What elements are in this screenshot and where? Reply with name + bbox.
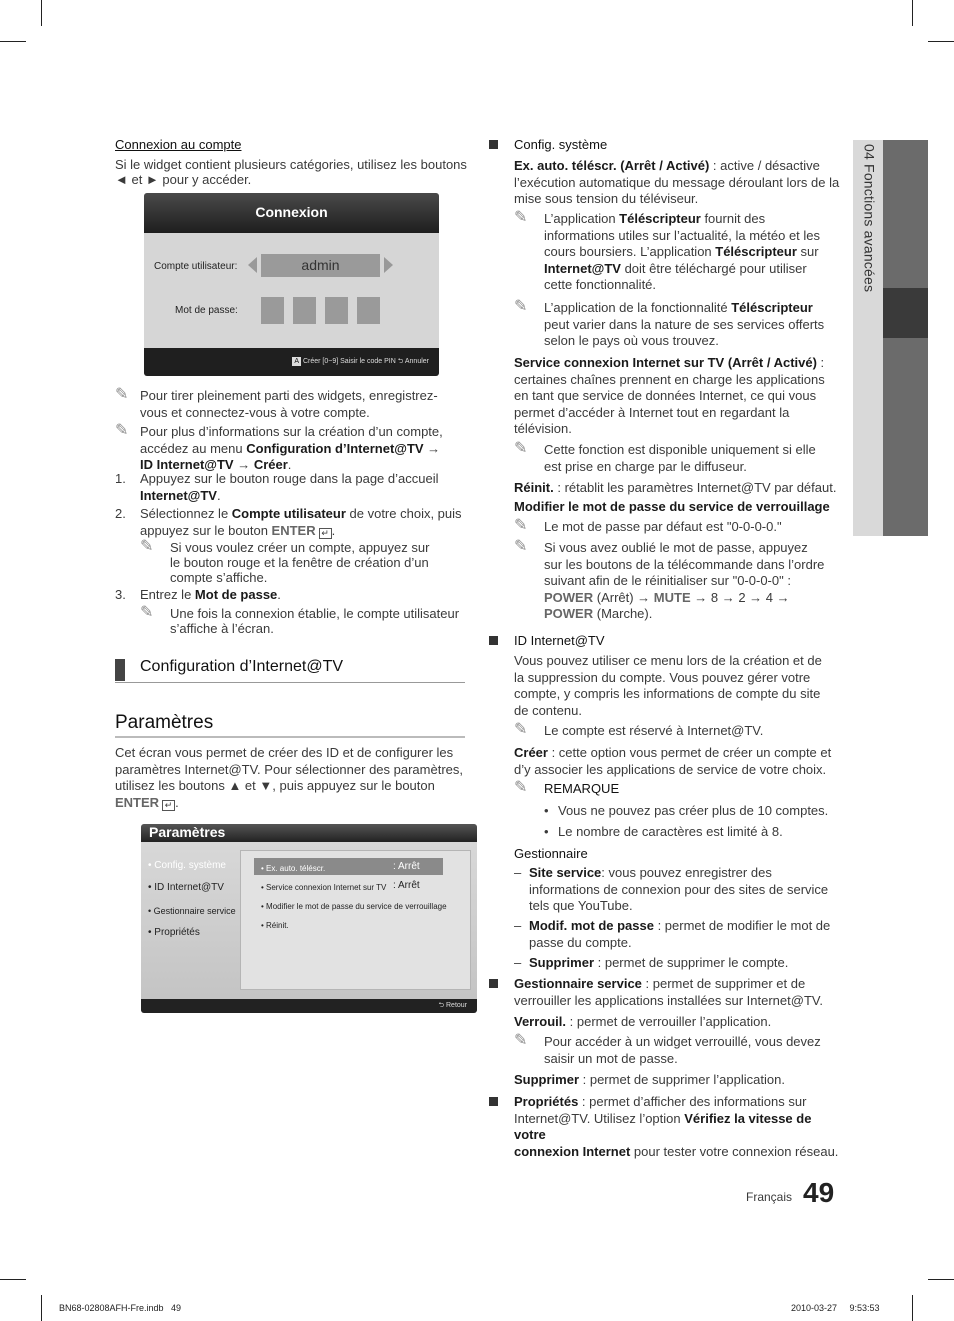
settings-menu-item[interactable]: • Propriétés (148, 927, 200, 938)
dash-item: – Modif. mot de passe : permet de modifier le mot de passe du compte. (514, 918, 831, 950)
pin-digit-box[interactable] (357, 297, 380, 324)
verrouil-desc: Verrouil. : permet de verrouiller l’application. (514, 1014, 772, 1029)
crop-mark (41, 1295, 42, 1321)
crop-mark (912, 1295, 913, 1321)
bullet-item: • Le nombre de caractères est limité à 8. (544, 824, 783, 839)
connexion-desc: Si le widget contient plusieurs catégories, utilisez les boutons (115, 157, 467, 172)
pencil-icon: ✎ (514, 1032, 528, 1049)
pencil-icon: ✎ (514, 721, 528, 738)
crop-mark (0, 1279, 26, 1280)
pencil-icon: ✎ (514, 779, 528, 796)
pencil-icon: ✎ (140, 604, 154, 621)
note: ✎ Pour plus d’informations sur la création d’un compte, accédez au menu Configuration d’Internet@TV → ID Internet@TV → Créer. (115, 422, 443, 472)
note: ✎ Le compte est réservé à Internet@TV. (514, 721, 764, 738)
settings-item[interactable]: • Réinit. (261, 921, 289, 930)
crop-mark (41, 0, 42, 26)
pencil-icon: ✎ (514, 209, 528, 226)
pencil-icon: ✎ (140, 538, 154, 555)
ex-auto-desc: Ex. auto. téléscr. (Arrêt / Activé) : active / désactive l’exécution automatique du message déroulant lors de la mise sous tension du téléviseur. (514, 158, 840, 206)
user-select[interactable]: admin (261, 254, 380, 277)
chapter-label: 04 Fonctions avancées (861, 144, 878, 293)
enter-icon: ↵ (319, 528, 332, 539)
user-label: Compte utilisateur: (154, 261, 238, 272)
pencil-icon: ✎ (115, 422, 129, 439)
settings-panel-footer[interactable]: ⮌ Retour (141, 999, 477, 1013)
id-desc: Vous pouvez utiliser ce menu lors de la création et de la suppression du compte. Vous pouvez gérer votre compte, y compris les informations de compte du site de contenu. (514, 653, 822, 718)
note: ✎ Pour accéder à un widget verrouillé, vous devez saisir un mot de passe. (514, 1032, 821, 1066)
note: ✎ REMARQUE (514, 779, 620, 796)
section-id-internet: ID Internet@TV (489, 633, 839, 651)
step-2: 2. Sélectionnez le Compte utilisateur de votre choix, puis appuyez sur le bouton ENTER ↵ . (115, 506, 462, 538)
creer-desc: Créer : cette option vous permet de créer un compte et d’y associer les applications de service de votre choix. (514, 745, 832, 777)
param-description: Cet écran vous permet de créer des ID et de configurer les paramètres Internet@TV. Pour sélectionner des paramètres, utilisez les boutons ▲ et ▼, puis appuyez sur le bouton ENTER ↵ . (115, 745, 463, 810)
service-connexion-desc: Service connexion Internet sur TV (Arrêt / Activé) : certaines chaînes prennent en charge les applications en tant que service de données Internet, ce qui vous permet d’accéder à Internet tout en regardant la télévision. (514, 355, 825, 436)
note: ✎ L’application Téléscripteur fournit des informations utiles sur l’actualité, la météo et les cours boursiers. L’application Téléscripteur sur Internet@TV doit être téléchargé pour utiliser cette fonctionnalité. (514, 209, 821, 292)
note: ✎ Le mot de passe par défaut est "0-0-0-0." (514, 517, 782, 534)
settings-item-value: : Arrêt (393, 880, 420, 891)
login-panel-title: Connexion (144, 193, 439, 233)
settings-menu-item[interactable]: • ID Internet@TV (148, 882, 224, 893)
note: ✎ L’application de la fonctionnalité Téléscripteur peut varier dans la nature de ses services offerts selon le pays où vous trouvez. (514, 298, 825, 348)
section-gestionnaire-service: Gestionnaire service : permet de supprimer et de verrouiller les applications installées sur Internet@TV. (489, 976, 839, 1010)
dash-item: – Supprimer : permet de supprimer le compte. (514, 955, 789, 970)
note: ✎ Pour tirer pleinement parti des widgets, enregistrez- vous et connectez-vous à votre compte. (115, 386, 438, 420)
password-label: Mot de passe: (175, 305, 238, 316)
login-panel-footer: A Créer [0~9] Saisir le code PIN ⮌ Annuler (144, 348, 439, 376)
login-panel (144, 193, 439, 376)
section-proprietes: Propriétés : permet d’afficher des informations sur Internet@TV. Utilisez l’option Vérifiez la vitesse de votre connexion Internet pour tester votre connexion réseau. (489, 1094, 839, 1146)
section-config-systeme: Config. système (489, 137, 839, 155)
square-bullet-icon (489, 140, 498, 149)
pencil-icon: ✎ (514, 538, 528, 555)
settings-panel-title: Paramètres (141, 824, 477, 842)
note: ✎ Une fois la connexion établie, le compte utilisateur s’affiche à l’écran. (140, 604, 460, 636)
connexion-title: Connexion au compte (115, 137, 242, 152)
enter-icon: ↵ (162, 800, 175, 811)
chapter-side-tab (853, 140, 928, 536)
crop-mark (928, 1279, 954, 1280)
step-1: 1. Appuyez sur le bouton rouge dans la page d’accueil Internet@TV. (115, 471, 439, 503)
pin-digit-box[interactable] (325, 297, 348, 324)
settings-panel (141, 824, 477, 1013)
section-heading-parametres: Paramètres (115, 712, 465, 738)
footer-date: 2010-03-27 9:53:53 (791, 1303, 880, 1313)
square-bullet-icon (489, 979, 498, 988)
settings-item[interactable]: • Service connexion Internet sur TV (261, 883, 387, 892)
pencil-icon: ✎ (514, 298, 528, 315)
step-3: 3. Entrez le Mot de passe. (115, 587, 281, 602)
note: ✎ Si vous avez oublié le mot de passe, appuyez sur les boutons de la télécommande dans l’ordre suivant afin de le réinitialiser sur "0-0-0-0" : POWER (Arrêt) → MUTE → 8 → 2 → 4 → POWER (Marche). (514, 538, 825, 621)
arrow-left-icon[interactable] (248, 257, 257, 273)
note: ✎ Si vous voulez créer un compte, appuyez sur le bouton rouge et la fenêtre de création d’un compte s’affiche. (140, 538, 430, 585)
crop-mark (0, 41, 26, 42)
footer-language: Français (746, 1190, 793, 1204)
settings-item-value: : Arrêt (393, 861, 420, 872)
settings-menu-item[interactable]: • Gestionnaire service (148, 906, 236, 916)
settings-item[interactable]: • Modifier le mot de passe du service de verrouillage (261, 902, 447, 911)
reinit-desc: Réinit. : rétablit les paramètres Internet@TV par défaut. (514, 480, 837, 495)
crop-mark (928, 41, 954, 42)
bullet-item: • Vous ne pouvez pas créer plus de 10 comptes. (544, 803, 829, 818)
pin-digit-box[interactable] (293, 297, 316, 324)
pencil-icon: ✎ (514, 440, 528, 457)
pencil-icon: ✎ (514, 517, 528, 534)
settings-menu-item[interactable]: • Config. système (148, 860, 226, 871)
section-heading-config: Configuration d’Internet@TV (115, 657, 465, 683)
dash-item: – Site service: vous pouvez enregistrer des informations de connexion pour des sites de service tels que YouTube. (514, 865, 829, 913)
arrow-right-icon[interactable] (384, 257, 393, 273)
settings-item[interactable]: • Ex. auto. téléscr. (261, 864, 326, 873)
key-a-icon: A (294, 358, 300, 365)
footer-file: BN68-02808AFH-Fre.indb 49 (59, 1303, 182, 1313)
note: ✎ Cette fonction est disponible uniquement si elle est prise en charge par le diffuseur. (514, 440, 816, 474)
square-bullet-icon (489, 1097, 498, 1106)
crop-mark (912, 0, 913, 26)
pencil-icon: ✎ (115, 386, 129, 403)
pin-digit-box[interactable] (261, 297, 284, 324)
gestionnaire-title: Gestionnaire (514, 846, 588, 861)
page-number: 49 (803, 1177, 835, 1208)
modif-title: Modifier le mot de passe du service de verrouillage (514, 499, 830, 514)
connexion-desc: ◄ et ► pour y accéder. (115, 172, 252, 187)
square-bullet-icon (489, 636, 498, 645)
supprimer-desc: Supprimer : permet de supprimer l’application. (514, 1072, 785, 1087)
